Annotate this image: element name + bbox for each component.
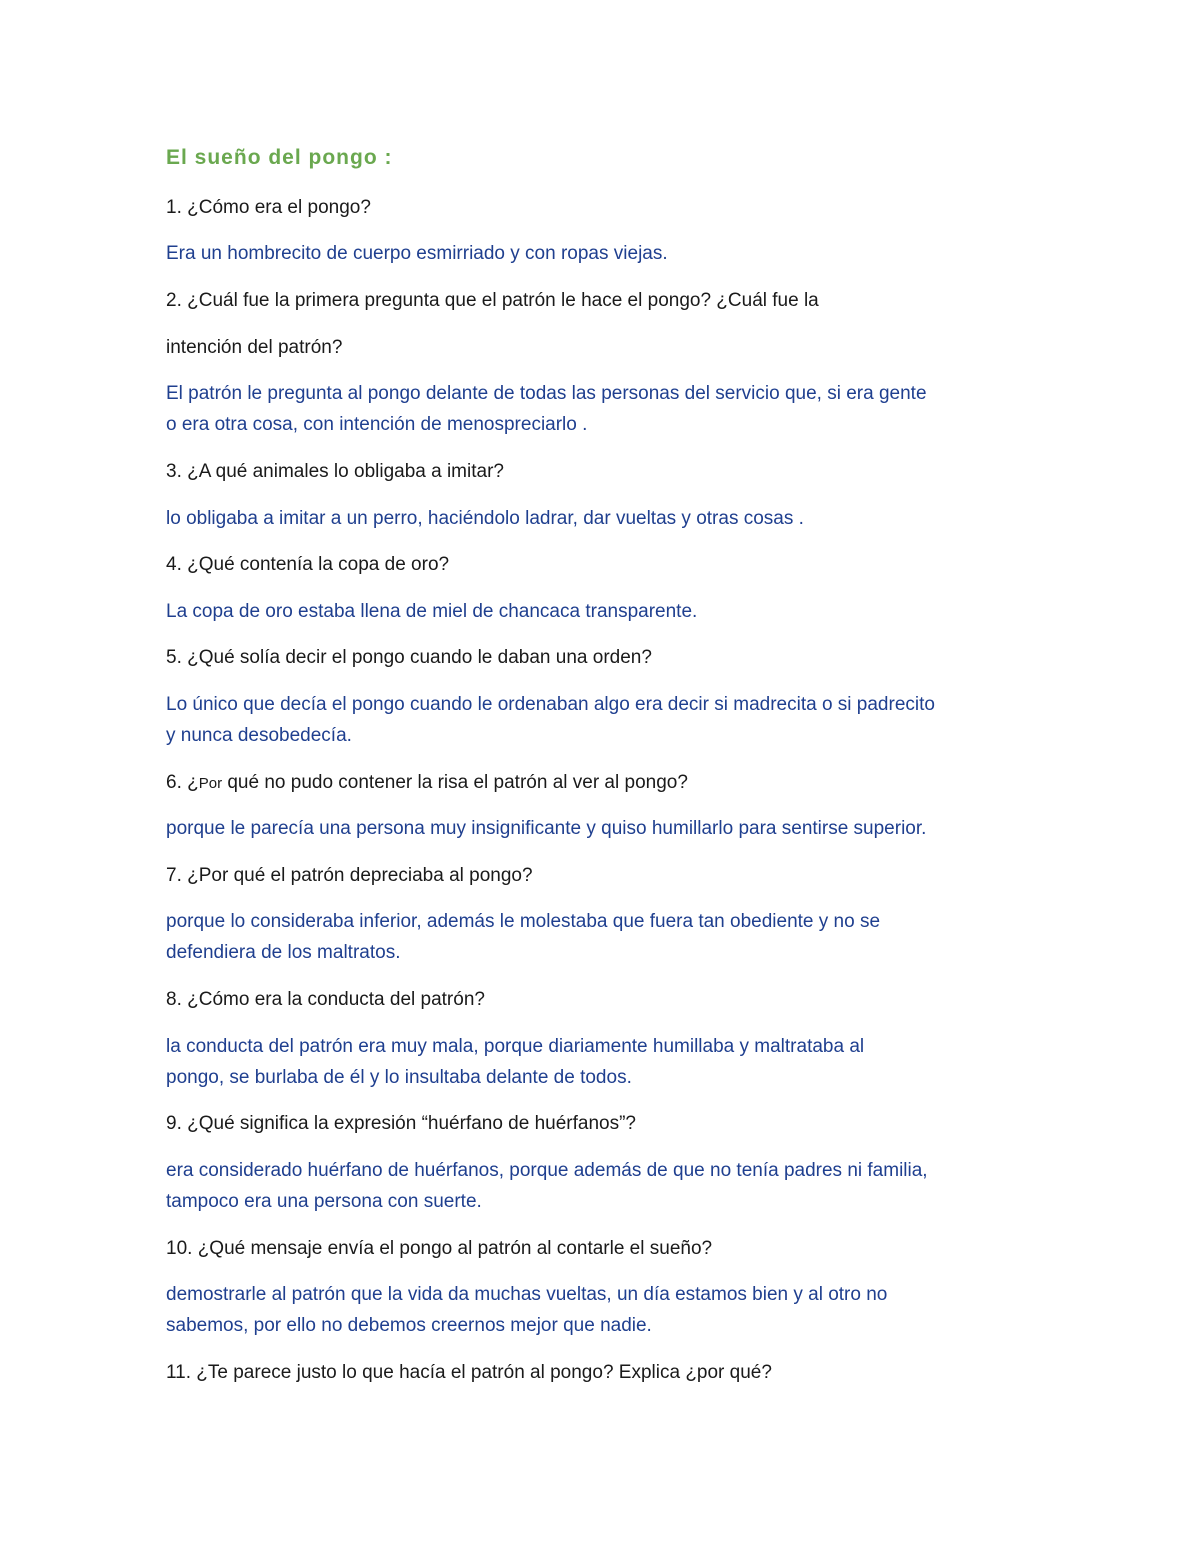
- answer-10-line-1: demostrarle al patrón que la vida da muchas vueltas, un día estamos bien y al otro no: [166, 1284, 888, 1305]
- answer-2-line-1: El patrón le pregunta al pongo delante de todas las personas del servicio que, si era gente: [166, 383, 927, 404]
- answer-7-line-1: porque lo consideraba inferior, además le molestaba que fuera tan obediente y no se: [166, 911, 881, 932]
- answer-4: La copa de oro estaba llena de miel de chancaca transparente.: [166, 601, 698, 622]
- answer-2-line-2: o era otra cosa, con intención de menospreciarlo .: [166, 414, 588, 435]
- answer-6: porque le parecía una persona muy insignificante y quiso humillarlo para sentirse superior.: [166, 818, 927, 839]
- question-6: [166, 771, 688, 796]
- question-4: 4. ¿Qué contenía la copa de oro?: [166, 554, 450, 575]
- question-1: 1. ¿Cómo era el pongo?: [166, 197, 371, 218]
- answer-9-line-2: tampoco era una persona con suerte.: [166, 1191, 482, 1212]
- answer-8-line-2: pongo, se burlaba de él y lo insultaba delante de todos.: [166, 1067, 632, 1088]
- question-7: 7. ¿Por qué el patrón depreciaba al pongo?: [166, 865, 533, 886]
- answer-5-line-1: Lo único que decía el pongo cuando le ordenaban algo era decir si madrecita o si padrecito: [166, 694, 935, 715]
- question-3: 3. ¿A qué animales lo obligaba a imitar?: [166, 461, 504, 482]
- question-6-prefix: 6. ¿: [166, 772, 199, 793]
- answer-10-line-2: sabemos, por ello no debemos creernos mejor que nadie.: [166, 1315, 652, 1336]
- question-6-small-word: Por: [198, 775, 223, 792]
- question-5: 5. ¿Qué solía decir el pongo cuando le daban una orden?: [166, 647, 652, 668]
- question-2-line-1: 2. ¿Cuál fue la primera pregunta que el patrón le hace el pongo? ¿Cuál fue la: [166, 290, 819, 311]
- question-2-line-2: intención del patrón?: [166, 337, 343, 358]
- question-10: 10. ¿Qué mensaje envía el pongo al patrón al contarle el sueño?: [166, 1238, 713, 1259]
- answer-9-line-1: era considerado huérfano de huérfanos, porque además de que no tenía padres ni familia,: [166, 1160, 928, 1181]
- question-9: 9. ¿Qué significa la expresión “huérfano de huérfanos”?: [166, 1113, 636, 1134]
- document-title: El sueño del pongo :: [166, 146, 393, 169]
- question-11: 11. ¿Te parece justo lo que hacía el patrón al pongo? Explica ¿por qué?: [166, 1362, 772, 1383]
- answer-3: lo obligaba a imitar a un perro, haciéndolo ladrar, dar vueltas y otras cosas .: [166, 508, 804, 529]
- question-8: 8. ¿Cómo era la conducta del patrón?: [166, 989, 485, 1010]
- answer-5-line-2: y nunca desobedecía.: [166, 725, 352, 746]
- answer-7-line-2: defendiera de los maltratos.: [166, 942, 401, 963]
- answer-8-line-1: la conducta del patrón era muy mala, porque diariamente humillaba y maltrataba al: [166, 1036, 865, 1057]
- answer-1: Era un hombrecito de cuerpo esmirriado y con ropas viejas.: [166, 243, 668, 264]
- question-6-rest: qué no pudo contener la risa el patrón al ver al pongo?: [222, 772, 688, 793]
